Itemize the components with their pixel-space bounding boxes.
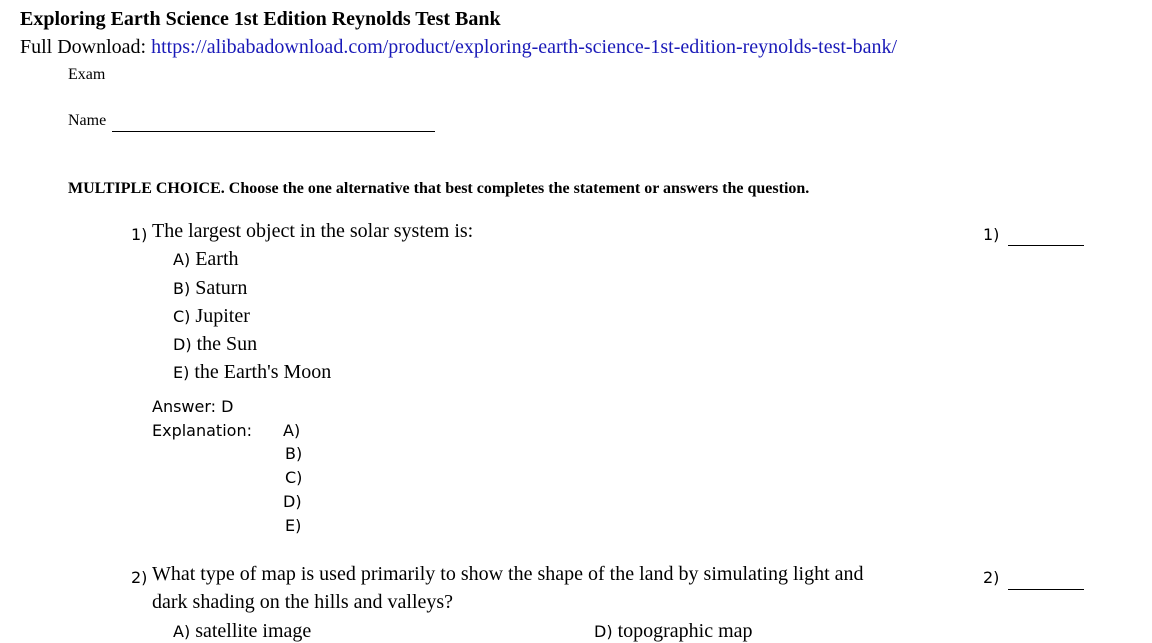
question-text-line-2: dark shading on the hills and valleys? — [152, 591, 454, 613]
answer-blank-number: 1) — [983, 225, 1000, 244]
explanation-letter: C) — [285, 468, 303, 487]
option-text: Saturn — [195, 277, 248, 299]
answer-value: D — [221, 397, 234, 416]
option-text: the Sun — [196, 333, 258, 355]
question-text: The largest object in the solar system is: — [152, 220, 474, 242]
option-letter: A) — [173, 250, 191, 269]
explanation-letter: D) — [283, 492, 302, 511]
explanation-letter: A) — [283, 421, 301, 440]
answer-blank-line[interactable] — [1008, 589, 1084, 590]
answer-key — [152, 397, 233, 416]
question-number: 2) — [131, 568, 148, 587]
option-e — [173, 361, 331, 384]
option-letter: D) — [594, 622, 613, 641]
option-text: topographic map — [617, 620, 753, 642]
section-instructions: MULTIPLE CHOICE. Choose the one alternative that best completes the statement or answers the question. — [68, 180, 810, 197]
option-letter: C) — [173, 307, 191, 326]
download-line — [20, 36, 897, 59]
option-text: satellite image — [195, 620, 312, 642]
option-letter: D) — [173, 335, 192, 354]
explanation-letter: B) — [285, 444, 303, 463]
option-d — [173, 333, 257, 356]
name-blank-line — [112, 131, 435, 132]
question-text-line-1: What type of map is used primarily to show the shape of the land by simulating light and — [152, 563, 864, 585]
question-number: 1) — [131, 225, 148, 244]
document-title: Exploring Earth Science 1st Edition Reynolds Test Bank — [20, 8, 501, 30]
option-text: the Earth's Moon — [194, 361, 332, 383]
option-a — [173, 248, 239, 271]
exam-label: Exam — [68, 66, 106, 83]
option-letter: B) — [173, 279, 191, 298]
answer-blank-line[interactable] — [1008, 245, 1084, 246]
option-c — [173, 305, 250, 328]
option-d-partial — [594, 620, 753, 643]
explanation-label: Explanation: — [152, 421, 252, 440]
answer-label: Answer: — [152, 397, 217, 416]
option-text: Jupiter — [195, 305, 250, 327]
download-link[interactable]: https://alibabadownload.com/product/exploring-earth-science-1st-edition-reynolds-test-bank/ — [151, 36, 898, 58]
name-label: Name — [68, 112, 107, 129]
option-a-partial — [173, 620, 311, 643]
answer-blank-number: 2) — [983, 568, 1000, 587]
option-b — [173, 277, 247, 300]
option-text: Earth — [195, 248, 239, 270]
option-letter: A) — [173, 622, 191, 641]
option-letter: E) — [173, 363, 190, 382]
download-label: Full Download: — [20, 36, 147, 58]
explanation-letter: E) — [285, 516, 302, 535]
